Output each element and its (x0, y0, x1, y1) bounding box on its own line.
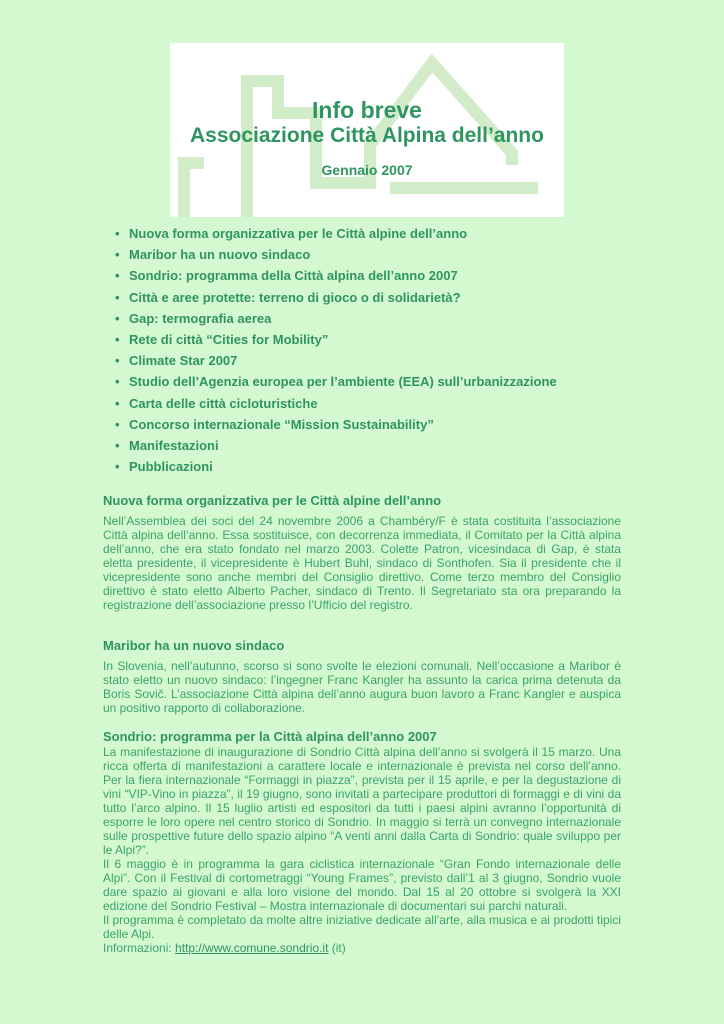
toc-item (113, 394, 557, 415)
toc-item-label: Nuova forma organizzativa per le Città alpine dell’anno (129, 226, 468, 241)
toc-item-label: Pubblicazioni (129, 459, 213, 475)
bullet-icon: • (115, 247, 120, 263)
toc-item (113, 224, 557, 245)
toc-item (113, 266, 557, 287)
info-suffix: (it) (328, 941, 346, 955)
table-of-contents (113, 224, 557, 478)
bullet-icon: • (115, 374, 120, 390)
section-maribor (103, 638, 621, 715)
toc-item (113, 436, 557, 457)
toc-item (113, 288, 557, 309)
section-paragraph: La manifestazione di inaugurazione di Sondrio Città alpina dell’anno si svolgerà il 15 marzo. Una ricca offerta di manifestazioni a carattere locale e internazionale è prevista nel corso dell’anno. Per la fiera internazionale “Formaggi in piazza”, prevista per il 15 aprile, e per la degustazione di vini “VIP-Vino in piazza”, il 19 giugno, sono invitati a partecipare produttori di formaggi e di vini da tutto l’arco alpino. Il 15 luglio artisti ed espositori da tutti i paesi alpini avranno l’opportunità di esporre le loro opere nel centro storico di Sondrio. In maggio si terrà un convegno internazionale sulle prospettive future dello spazio alpino “A venti anni dalla Carta di Sondrio: quale sviluppo per le Alpi?”. (103, 745, 621, 857)
section-organizzazione (103, 493, 621, 612)
bullet-icon: • (115, 395, 120, 411)
bullet-icon: • (115, 226, 120, 241)
info-line (103, 941, 621, 955)
toc-item-label: Studio dell’Agenzia europea per l’ambiente (EEA) sull’urbanizzazione (129, 374, 557, 390)
section-paragraph: In Slovenia, nell’autunno, scorso si sono svolte le elezioni comunali. Nell’occasione a Maribor è stato eletto un nuovo sindaco: l’ingegner Franc Kangler ha assunto la carica prima detenuta da Boris Sovič. L’associazione Città alpina dell’anno augura buon lavoro a Franc Kangler e auspica un positivo rapporto di collaborazione. (103, 659, 621, 715)
header-banner (170, 43, 564, 217)
page-subtitle: Associazione Città Alpina dell’anno (190, 124, 544, 147)
section-heading: Sondrio: programma per la Città alpina dell’anno 2007 (103, 729, 437, 744)
issue-date: Gennaio 2007 (321, 162, 413, 178)
section-heading: Maribor ha un nuovo sindaco (103, 638, 285, 653)
toc-item-label: Rete di città “Cities for Mobility” (129, 331, 329, 347)
page-title: Info breve (312, 97, 422, 123)
section-paragraph: Nell’Assemblea dei soci del 24 novembre 2006 a Chambéry/F è stata costituita l’associazione Città alpina dell’anno. Essa sostituisce, con decorrenza immediata, il Comitato per la Città alpina dell’anno, che era stato fondato nel marzo 2003. Colette Patron, vicesindaca di Gap, è stata eletta presidente, il vicepresidente è Hubert Buhl, sindaco di Sonthofen. Sia il presidente che il vicepresidente sono anche membri del Consiglio direttivo. Come terzo membro del Consiglio direttivo è stato eletto Alberto Pacher, sindaco di Trento. Il Segretariato sta ora preparando la registrazione dell’associazione presso l’Ufficio del registro. (103, 514, 621, 612)
toc-item-label: Manifestazioni (129, 437, 219, 453)
toc-item (113, 330, 557, 351)
section-paragraph: Il programma è completato da molte altre iniziative dedicate all’arte, alla musica e ai prodotti tipici delle Alpi. (103, 913, 621, 941)
bullet-icon: • (115, 459, 120, 475)
toc-item-label: Gap: termografia aerea (129, 310, 272, 326)
toc-item-label: Maribor ha un nuovo sindaco (129, 247, 311, 263)
bullet-icon: • (115, 289, 120, 305)
bullet-icon: • (115, 416, 120, 432)
bullet-icon: • (115, 310, 120, 326)
toc-item-label: Concorso internazionale “Mission Sustainability” (129, 416, 434, 432)
toc-item (113, 372, 557, 393)
toc-item (113, 457, 557, 478)
bullet-icon: • (115, 331, 120, 347)
bullet-icon: • (115, 268, 120, 284)
toc-item-label: Carta delle città cicloturistiche (129, 395, 318, 411)
section-paragraph: Il 6 maggio è in programma la gara ciclistica internazionale “Gran Fondo internazionale delle Alpi”. Con il Festival di cortometraggi “Young Frames”, previsto dall’1 al 3 giugno, Sondrio vuole dare spazio ai giovani e alla loro visione del mondo. Dal 15 al 20 ottobre si svolgerà la XXI edizione del Sondrio Festival – Mostra internazionale di documentari sui parchi naturali. (103, 857, 621, 913)
toc-item-label: Sondrio: programma della Città alpina dell’anno 2007 (129, 268, 458, 284)
toc-item-label: Città e aree protette: terreno di gioco o di solidarietà? (129, 289, 461, 305)
toc-item (113, 415, 557, 436)
info-label: Informazioni: (103, 941, 176, 955)
toc-item (113, 245, 557, 266)
toc-item-label: Climate Star 2007 (129, 353, 238, 369)
sondrio-website-link[interactable]: http://www.comune.sondrio.it (175, 941, 329, 955)
toc-item (113, 309, 557, 330)
section-sondrio (103, 729, 621, 955)
section-heading: Nuova forma organizzativa per le Città alpine dell’anno (103, 493, 442, 508)
bullet-icon: • (115, 353, 120, 369)
bullet-icon: • (115, 437, 120, 453)
toc-item (113, 351, 557, 372)
